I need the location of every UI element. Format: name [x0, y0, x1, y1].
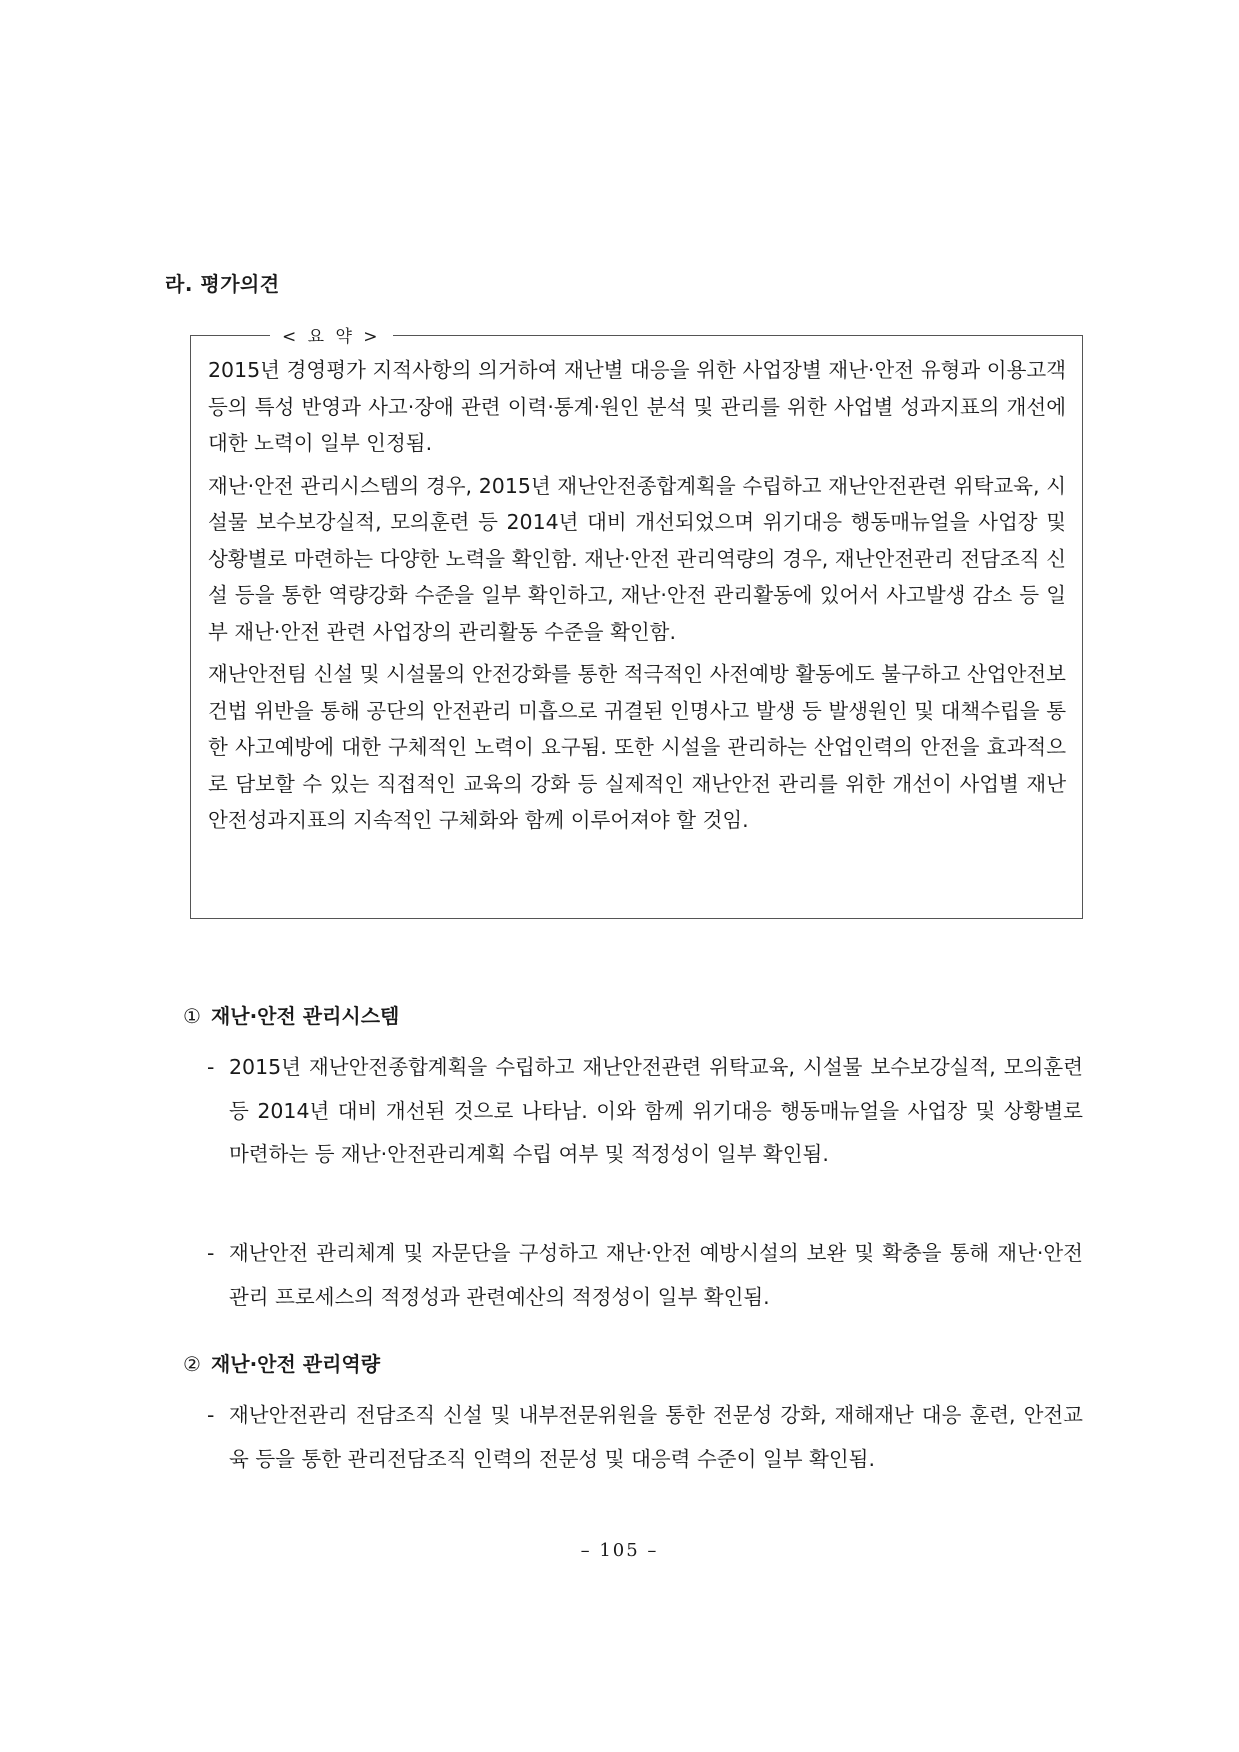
summary-body	[208, 352, 1066, 839]
subsection-heading-capacity	[183, 1348, 380, 1377]
bullet-dash: -	[207, 1055, 215, 1079]
summary-paragraph-2: 재난·안전 관리시스템의 경우, 2015년 재난안전종합계획을 수립하고 재난안전관련 위탁교육, 시설물 보수보강실적, 모의훈련 등 2014년 대비 개선되었으며 위기대응 행동매뉴얼을 사업장 및 상황별로 마련하는 다양한 노력을 확인함. 재난·안전 관리역량의 경우, 재난안전관리 전담조직 신설 등을 통한 역량강화 수준을 일부 확인하고, 재난·안전 관리활동에 있어서 사고발생 감소 등 일부 재난·안전 관련 사업장의 관리활동 수준을 확인함.	[208, 473, 1066, 644]
subsection-number: ①	[183, 1004, 201, 1028]
subsection-title: 재난·안전 관리시스템	[210, 1004, 400, 1028]
bullet-item	[207, 1232, 1083, 1319]
bullet-text: 2015년 재난안전종합계획을 수립하고 재난안전관련 위탁교육, 시설물 보수보강실적, 모의훈련 등 2014년 대비 개선된 것으로 나타남. 이와 함께 위기대응 행동매뉴얼을 사업장 및 상황별로 마련하는 등 재난·안전관리계획 수립 여부 및 적정성이 일부 확인됨.	[229, 1055, 1083, 1166]
summary-label: < 요 약 >	[270, 322, 393, 347]
bullet-text: 재난안전관리 전담조직 신설 및 내부전문위원을 통한 전문성 강화, 재해재난 대응 훈련, 안전교육 등을 통한 관리전담조직 인력의 전문성 및 대응력 수준이 일부 확인됨.	[229, 1403, 1083, 1471]
bullet-text: 재난안전 관리체계 및 자문단을 구성하고 재난·안전 예방시설의 보완 및 확충을 통해 재난·안전관리 프로세스의 적정성과 관련예산의 적정성이 일부 확인됨.	[229, 1241, 1083, 1309]
bullet-item	[207, 1394, 1083, 1481]
subsection-number: ②	[183, 1352, 201, 1376]
summary-paragraph-1: 2015년 경영평가 지적사항의 의거하여 재난별 대응을 위한 사업장별 재난·안전 유형과 이용고객 등의 특성 반영과 사고·장애 관련 이력·통계·원인 분석 및 관리를 위한 사업별 성과지표의 개선에 대한 노력이 일부 인정됨.	[208, 358, 1066, 455]
bullet-dash: -	[207, 1241, 215, 1265]
subsection-title: 재난·안전 관리역량	[210, 1352, 381, 1376]
subsection-heading-system	[183, 1000, 399, 1029]
bullet-dash: -	[207, 1403, 215, 1427]
section-title: 라. 평가의견	[165, 272, 280, 296]
page-number: – 105 –	[580, 1540, 659, 1561]
bullet-item	[207, 1046, 1083, 1177]
summary-paragraph-3: 재난안전팀 신설 및 시설물의 안전강화를 통한 적극적인 사전예방 활동에도 불구하고 산업안전보건법 위반을 통해 공단의 안전관리 미흡으로 귀결된 인명사고 발생 등 발생원인 및 대책수립을 통한 사고예방에 대한 구체적인 노력이 요구됨. 또한 시설을 관리하는 산업인력의 안전을 효과적으로 담보할 수 있는 직접적인 교육의 강화 등 실제적인 재난안전 관리를 위한 개선이 사업별 재난안전성과지표의 지속적인 구체화와 함께 이루어져야 할 것임.	[208, 662, 1066, 832]
